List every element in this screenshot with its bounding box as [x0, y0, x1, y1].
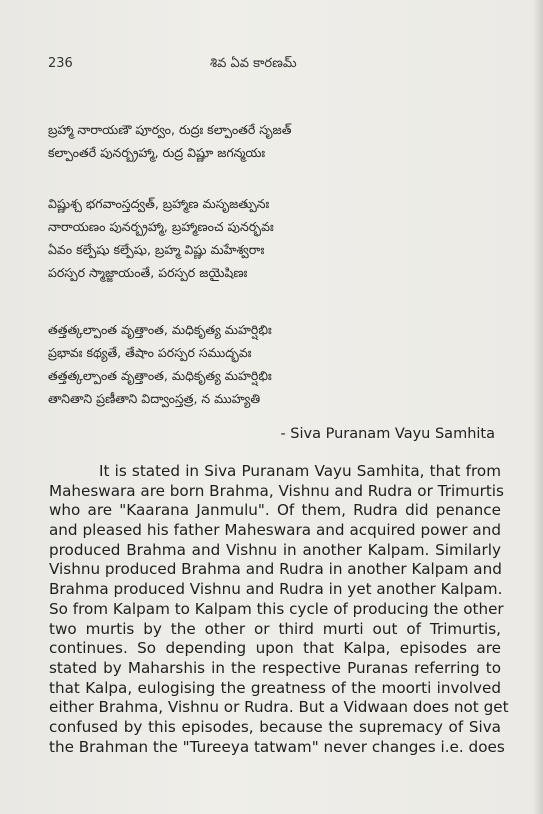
page-header — [48, 56, 493, 76]
verse-line: ప్రభావః కథ్యతే, తేషాం పరస్పర సముద్భవః — [48, 345, 252, 360]
page-number: 236 — [48, 56, 73, 71]
paragraph-line: either Brahma, Vishnu or Rudra. But a Vidwaan does not get — [49, 698, 509, 717]
paragraph-line: continues. So depending upon that Kalpa, episodes are — [49, 639, 501, 658]
verse-line: తత్తత్కల్పాంత వృత్తాంత, మధికృత్య మహర్షిభిః — [48, 322, 272, 337]
verse-line: పరస్పర స్మాజ్జాయంతే, పరస్పర జయైషిణః — [48, 265, 248, 280]
paragraph-line: and pleased his father Maheswara and acquired power and — [49, 521, 501, 540]
paragraph-line: stated by Maharshis in the respective Puranas referring to — [49, 658, 501, 677]
paragraph-line: produced Brahma and Vishnu in another Kalpam. Similarly — [49, 540, 501, 559]
verse-line: కల్పాంతరే పునర్బ్రహ్మా, రుద్ర విష్ణూ జగన్మయః — [48, 145, 266, 160]
running-title: శివ ఏవ కారణమ్ — [210, 56, 297, 71]
paragraph-line: So from Kalpam to Kalpam this cycle of producing the other — [49, 599, 504, 618]
verse-line: తత్తత్కల్పాంత వృత్తాంత, మధికృత్య మహర్షిభిః — [48, 368, 272, 383]
verse-block — [48, 118, 291, 164]
verse-line: తానితాని ప్రణీతాని విద్వాంస్తత్ర, న ముహ్యతి — [48, 391, 261, 406]
paragraph-line: confused by this episodes, because the supremacy of Siva — [49, 717, 501, 736]
paragraph-line: that Kalpa, eulogising the greatness of the moorti involved — [49, 678, 501, 697]
verse-block — [48, 318, 272, 410]
paragraph-line: It is stated in Siva Puranam Vayu Samhita, that from — [99, 462, 501, 480]
paragraph-line: who are "Kaarana Janmulu". Of them, Rudra did penance — [49, 501, 501, 520]
body-paragraph — [49, 462, 509, 757]
paragraph-line: Vishnu produced Brahma and Rudra in another Kalpam and — [49, 560, 502, 579]
page-edge — [533, 0, 543, 814]
verse-block — [48, 192, 274, 284]
paragraph-line: two murtis by the other or third murti out of Trimurtis, — [49, 619, 501, 638]
source-citation: - Siva Puranam Vayu Samhita — [280, 426, 495, 442]
verse-line: ఏవం కల్పేషు కల్పేషు, బ్రహ్మ విష్ణు మహేశ్వరాః — [48, 242, 265, 257]
verse-line: బ్రహ్మా నారాయణౌ పూర్వం, రుద్రః కల్పాంతరే సృజత్ — [48, 122, 292, 137]
verse-line: నారాయణం పునర్బ్రహ్మా, బ్రహ్మాణంచ పునర్భవః — [48, 219, 274, 234]
paragraph-line: Brahma produced Vishnu and Rudra in yet another Kalpam. — [49, 580, 503, 599]
paragraph-line: the Brahman the "Tureeya tatwam" never changes i.e. does — [49, 737, 505, 756]
verse-line: విష్ణుశ్చ భగవాంస్తద్వత్, బ్రహ్మాణ మసృజత్పునః — [48, 196, 270, 211]
paragraph-line: Maheswara are born Brahma, Vishnu and Rudra or Trimurtis — [49, 481, 504, 500]
